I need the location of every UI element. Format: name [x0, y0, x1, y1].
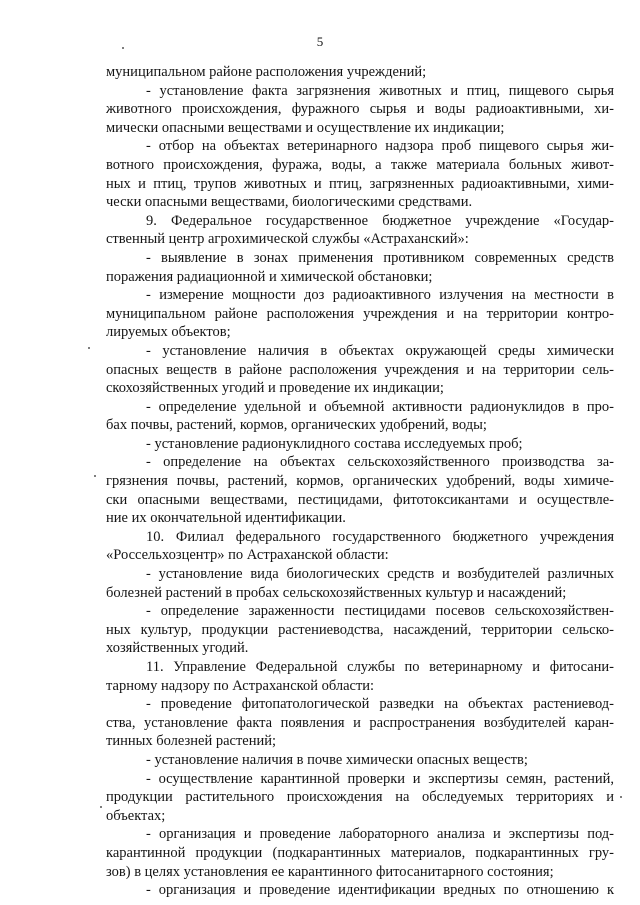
text-line: животного происхождения, фуражного сырья и воды радиоактивными, хи- [106, 101, 614, 118]
scan-speck [88, 347, 90, 349]
text-line: лируемых объектов; [106, 324, 231, 341]
text-line: 11. Управление Федеральной службы по ветеринарному и фитосани- [146, 659, 614, 675]
text-line: - организация и проведение лабораторного анализа и экспертизы под- [146, 826, 614, 843]
text-line: продукции растительного происхождения на обследуемых территориях и [106, 789, 614, 806]
text-line: 10. Филиал федерального государственного бюджетного учреждения [146, 528, 614, 545]
text-line: карантинной продукции (подкарантинных материалов, подкарантинных гру- [106, 844, 614, 861]
text-line: вотного происхождения, фуража, воды, а также материала больных живот- [106, 156, 614, 173]
text-line: хозяйственных угодий. [106, 640, 249, 657]
text-line: 9. Федеральное государственное бюджетное учреждение «Государ- [146, 212, 614, 229]
text-line: ства, установление факта появления и распространения возбудителей каран- [106, 714, 614, 731]
text-line: - организация и проведение идентификации вредных по отношению к [146, 882, 614, 899]
text-line: - измерение мощности доз радиоактивного излучения на местности в [146, 287, 614, 304]
text-line: - установление факта загрязнения животных и птиц, пищевого сырья [146, 82, 614, 99]
text-line: ски опасными веществами, пестицидами, фитотоксикантами и осуществле- [106, 491, 614, 508]
text-line: опасных веществ в районе расположения учреждения и на территории сель- [106, 361, 614, 378]
text-line: зов) в целях установления ее карантинного фитосанитарного состояния; [106, 863, 554, 880]
scan-speck [100, 806, 102, 808]
text-line: ных и птиц, трупов животных и птиц, загрязненных радиоактивными, хими- [106, 175, 614, 192]
text-line: чески опасными веществами, биологическими средствами. [106, 194, 473, 211]
text-line: - установление наличия в почве химически опасных веществ; [146, 751, 528, 768]
text-line: - проведение фитопатологической разведки на объектах растениевод- [146, 696, 614, 713]
text-line: болезней растений в пробах сельскохозяйственных культур и насаждений; [106, 584, 567, 601]
text-line: муниципальном районе расположения учреждений; [106, 64, 427, 80]
text-line: тарному надзору по Астраханской области: [106, 677, 375, 694]
text-line: - определение удельной и объемной активности радионуклидов в про- [146, 398, 614, 415]
scan-speck [122, 47, 124, 49]
scan-speck [620, 796, 622, 798]
text-line: - определение на объектах сельскохозяйственного производства за- [146, 454, 614, 471]
text-line: тинных болезней растений; [106, 733, 277, 750]
text-line: - отбор на объектах ветеринарного надзора проб пищевого сырья жи- [146, 138, 614, 155]
text-line: - определение зараженности пестицидами посевов сельскохозяйствен- [146, 603, 614, 620]
text-line: - выявление в зонах применения противником современных средств [146, 249, 614, 266]
text-line: грязнения почвы, растений, кормов, органических удобрений, воды химиче- [106, 473, 614, 490]
text-line: муниципальном районе расположения учреждения и на территории контро- [106, 305, 614, 322]
text-line: «Россельхозцентр» по Астраханской области: [106, 547, 389, 564]
text-line: - установление вида биологических средств и возбудителей различных [146, 566, 614, 583]
page-number: 5 [316, 34, 324, 49]
text-line: ние их окончательной идентификации. [106, 510, 346, 527]
text-line: объектах; [106, 807, 166, 824]
text-line: - установление радионуклидного состава исследуемых проб; [146, 435, 523, 452]
text-line: - осуществление карантинной проверки и экспертизы семян, растений, [146, 770, 614, 787]
text-line: ных культур, продукции растениеводства, насаждений, территории сельско- [106, 621, 614, 638]
text-line: скохозяйственных угодий и проведение их индикации; [106, 380, 444, 397]
text-line: - установление наличия в объектах окружающей среды химически [146, 342, 614, 359]
scan-speck [94, 475, 96, 477]
text-line: ственный центр агрохимической службы «Астраханский»: [106, 231, 469, 248]
text-line: бах почвы, растений, кормов, органических удобрений, воды; [106, 417, 487, 434]
document-body [106, 63, 614, 900]
text-line: мически опасными веществами и осуществление их индикации; [106, 119, 505, 136]
text-line: поражения радиационной и химической обстановки; [106, 268, 433, 285]
